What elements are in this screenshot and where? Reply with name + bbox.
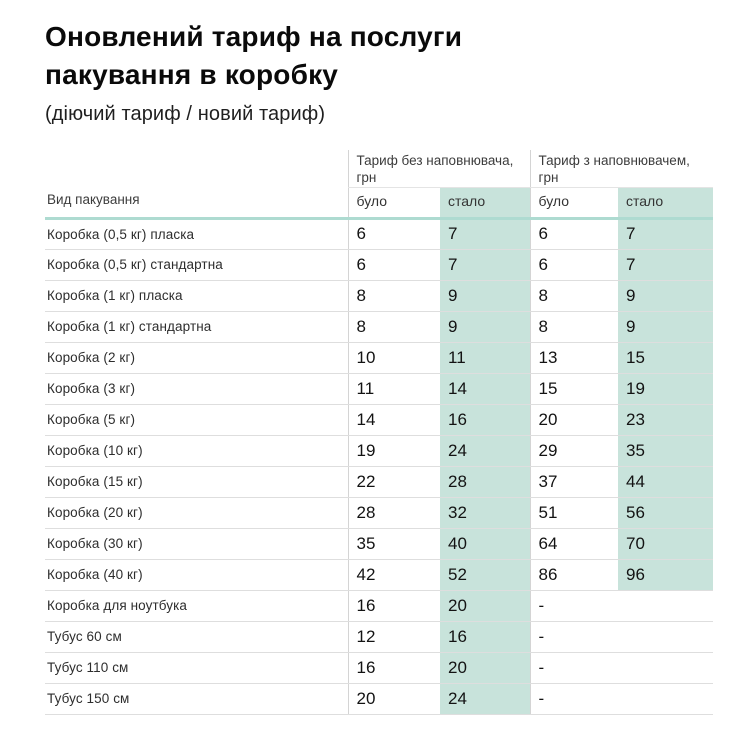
no-filler-was-cell: 8 [348, 311, 440, 342]
no-filler-was-cell: 6 [348, 249, 440, 280]
packaging-type-cell: Тубус 60 см [45, 621, 348, 652]
with-filler-now-cell: 44 [618, 466, 713, 497]
no-filler-was-cell: 16 [348, 590, 440, 621]
no-filler-now-cell: 7 [440, 249, 530, 280]
no-filler-was-cell: 20 [348, 683, 440, 714]
no-filler-now-cell: 24 [440, 683, 530, 714]
with-filler-now-cell: 35 [618, 435, 713, 466]
table-row [45, 311, 713, 342]
table-row [45, 621, 713, 652]
packaging-type-header [45, 150, 348, 218]
packaging-type-cell: Коробка (3 кг) [45, 373, 348, 404]
no-filler-was-cell: 42 [348, 559, 440, 590]
with-filler-was-cell: 64 [530, 528, 618, 559]
packaging-type-header-label: Вид пакування [47, 192, 140, 208]
packaging-type-cell: Коробка (15 кг) [45, 466, 348, 497]
with-filler-now-cell: 19 [618, 373, 713, 404]
no-filler-now-header: стало [440, 187, 530, 218]
no-filler-now-cell: 9 [440, 311, 530, 342]
with-filler-was-cell: 13 [530, 342, 618, 373]
no-filler-now-cell: 9 [440, 280, 530, 311]
table-row [45, 466, 713, 497]
with-filler-now-cell: 56 [618, 497, 713, 528]
group-header-no-filler: Тариф без наповнювача, грн [348, 150, 530, 187]
page-subtitle: (діючий тариф / новий тариф) [45, 103, 326, 126]
with-filler-was-cell: 6 [530, 249, 618, 280]
no-filler-was-cell: 8 [348, 280, 440, 311]
no-filler-was-cell: 11 [348, 373, 440, 404]
with-filler-was-cell: 29 [530, 435, 618, 466]
tariff-table-body [45, 218, 713, 714]
table-row [45, 342, 713, 373]
no-filler-now-cell: 28 [440, 466, 530, 497]
no-filler-now-cell: 11 [440, 342, 530, 373]
with-filler-was-cell: 8 [530, 280, 618, 311]
no-filler-now-cell: 16 [440, 621, 530, 652]
table-row [45, 373, 713, 404]
with-filler-now-cell: 7 [618, 249, 713, 280]
no-filler-now-cell: 32 [440, 497, 530, 528]
page-title: Оновлений тариф на послуги пакування в коробку [45, 21, 463, 91]
no-filler-was-cell: 22 [348, 466, 440, 497]
packaging-type-cell: Коробка (0,5 кг) пласка [45, 218, 348, 249]
tariff-table [45, 150, 713, 715]
no-filler-was-cell: 28 [348, 497, 440, 528]
with-filler-was-cell: - [530, 621, 618, 652]
table-row [45, 497, 713, 528]
table-row [45, 559, 713, 590]
no-filler-was-cell: 12 [348, 621, 440, 652]
packaging-type-cell: Коробка (10 кг) [45, 435, 348, 466]
group-header-with-filler: Тариф з наповнювачем, грн [530, 150, 713, 187]
with-filler-now-cell: 7 [618, 218, 713, 249]
table-row [45, 652, 713, 683]
packaging-type-cell: Тубус 110 см [45, 652, 348, 683]
with-filler-was-cell: 20 [530, 404, 618, 435]
packaging-type-cell: Коробка (20 кг) [45, 497, 348, 528]
no-filler-was-cell: 10 [348, 342, 440, 373]
table-row [45, 435, 713, 466]
table-row [45, 249, 713, 280]
no-filler-now-cell: 40 [440, 528, 530, 559]
no-filler-now-cell: 14 [440, 373, 530, 404]
packaging-type-cell: Коробка (1 кг) пласка [45, 280, 348, 311]
packaging-type-cell: Коробка (0,5 кг) стандартна [45, 249, 348, 280]
no-filler-now-cell: 7 [440, 218, 530, 249]
with-filler-now-header: стало [618, 187, 713, 218]
with-filler-was-cell: 6 [530, 218, 618, 249]
with-filler-was-cell: 86 [530, 559, 618, 590]
no-filler-now-cell: 20 [440, 652, 530, 683]
table-row [45, 280, 713, 311]
no-filler-now-cell: 52 [440, 559, 530, 590]
no-filler-was-cell: 14 [348, 404, 440, 435]
packaging-type-cell: Коробка (2 кг) [45, 342, 348, 373]
with-filler-was-cell: 51 [530, 497, 618, 528]
no-filler-now-cell: 16 [440, 404, 530, 435]
no-filler-was-cell: 16 [348, 652, 440, 683]
with-filler-now-cell: 15 [618, 342, 713, 373]
with-filler-now-cell [618, 621, 713, 652]
table-row [45, 590, 713, 621]
with-filler-was-cell: 8 [530, 311, 618, 342]
with-filler-was-cell: 15 [530, 373, 618, 404]
no-filler-was-header: було [348, 187, 440, 218]
with-filler-now-cell: 96 [618, 559, 713, 590]
tariff-table-header [45, 150, 713, 218]
group-header-row [45, 150, 713, 187]
with-filler-was-cell: 37 [530, 466, 618, 497]
packaging-type-cell: Коробка (30 кг) [45, 528, 348, 559]
packaging-type-cell: Коробка (40 кг) [45, 559, 348, 590]
with-filler-was-cell: - [530, 652, 618, 683]
packaging-type-cell: Тубус 150 см [45, 683, 348, 714]
with-filler-was-cell: - [530, 683, 618, 714]
packaging-type-cell: Коробка (1 кг) стандартна [45, 311, 348, 342]
no-filler-was-cell: 35 [348, 528, 440, 559]
no-filler-now-cell: 24 [440, 435, 530, 466]
with-filler-now-cell [618, 652, 713, 683]
table-row [45, 683, 713, 714]
with-filler-now-cell [618, 590, 713, 621]
with-filler-now-cell: 9 [618, 311, 713, 342]
no-filler-now-cell: 20 [440, 590, 530, 621]
no-filler-was-cell: 6 [348, 218, 440, 249]
with-filler-was-header: було [530, 187, 618, 218]
with-filler-was-cell: - [530, 590, 618, 621]
with-filler-now-cell: 9 [618, 280, 713, 311]
packaging-type-cell: Коробка (5 кг) [45, 404, 348, 435]
packaging-type-cell: Коробка для ноутбука [45, 590, 348, 621]
no-filler-was-cell: 19 [348, 435, 440, 466]
table-row [45, 528, 713, 559]
with-filler-now-cell: 23 [618, 404, 713, 435]
table-row [45, 404, 713, 435]
with-filler-now-cell [618, 683, 713, 714]
with-filler-now-cell: 70 [618, 528, 713, 559]
table-row [45, 218, 713, 249]
